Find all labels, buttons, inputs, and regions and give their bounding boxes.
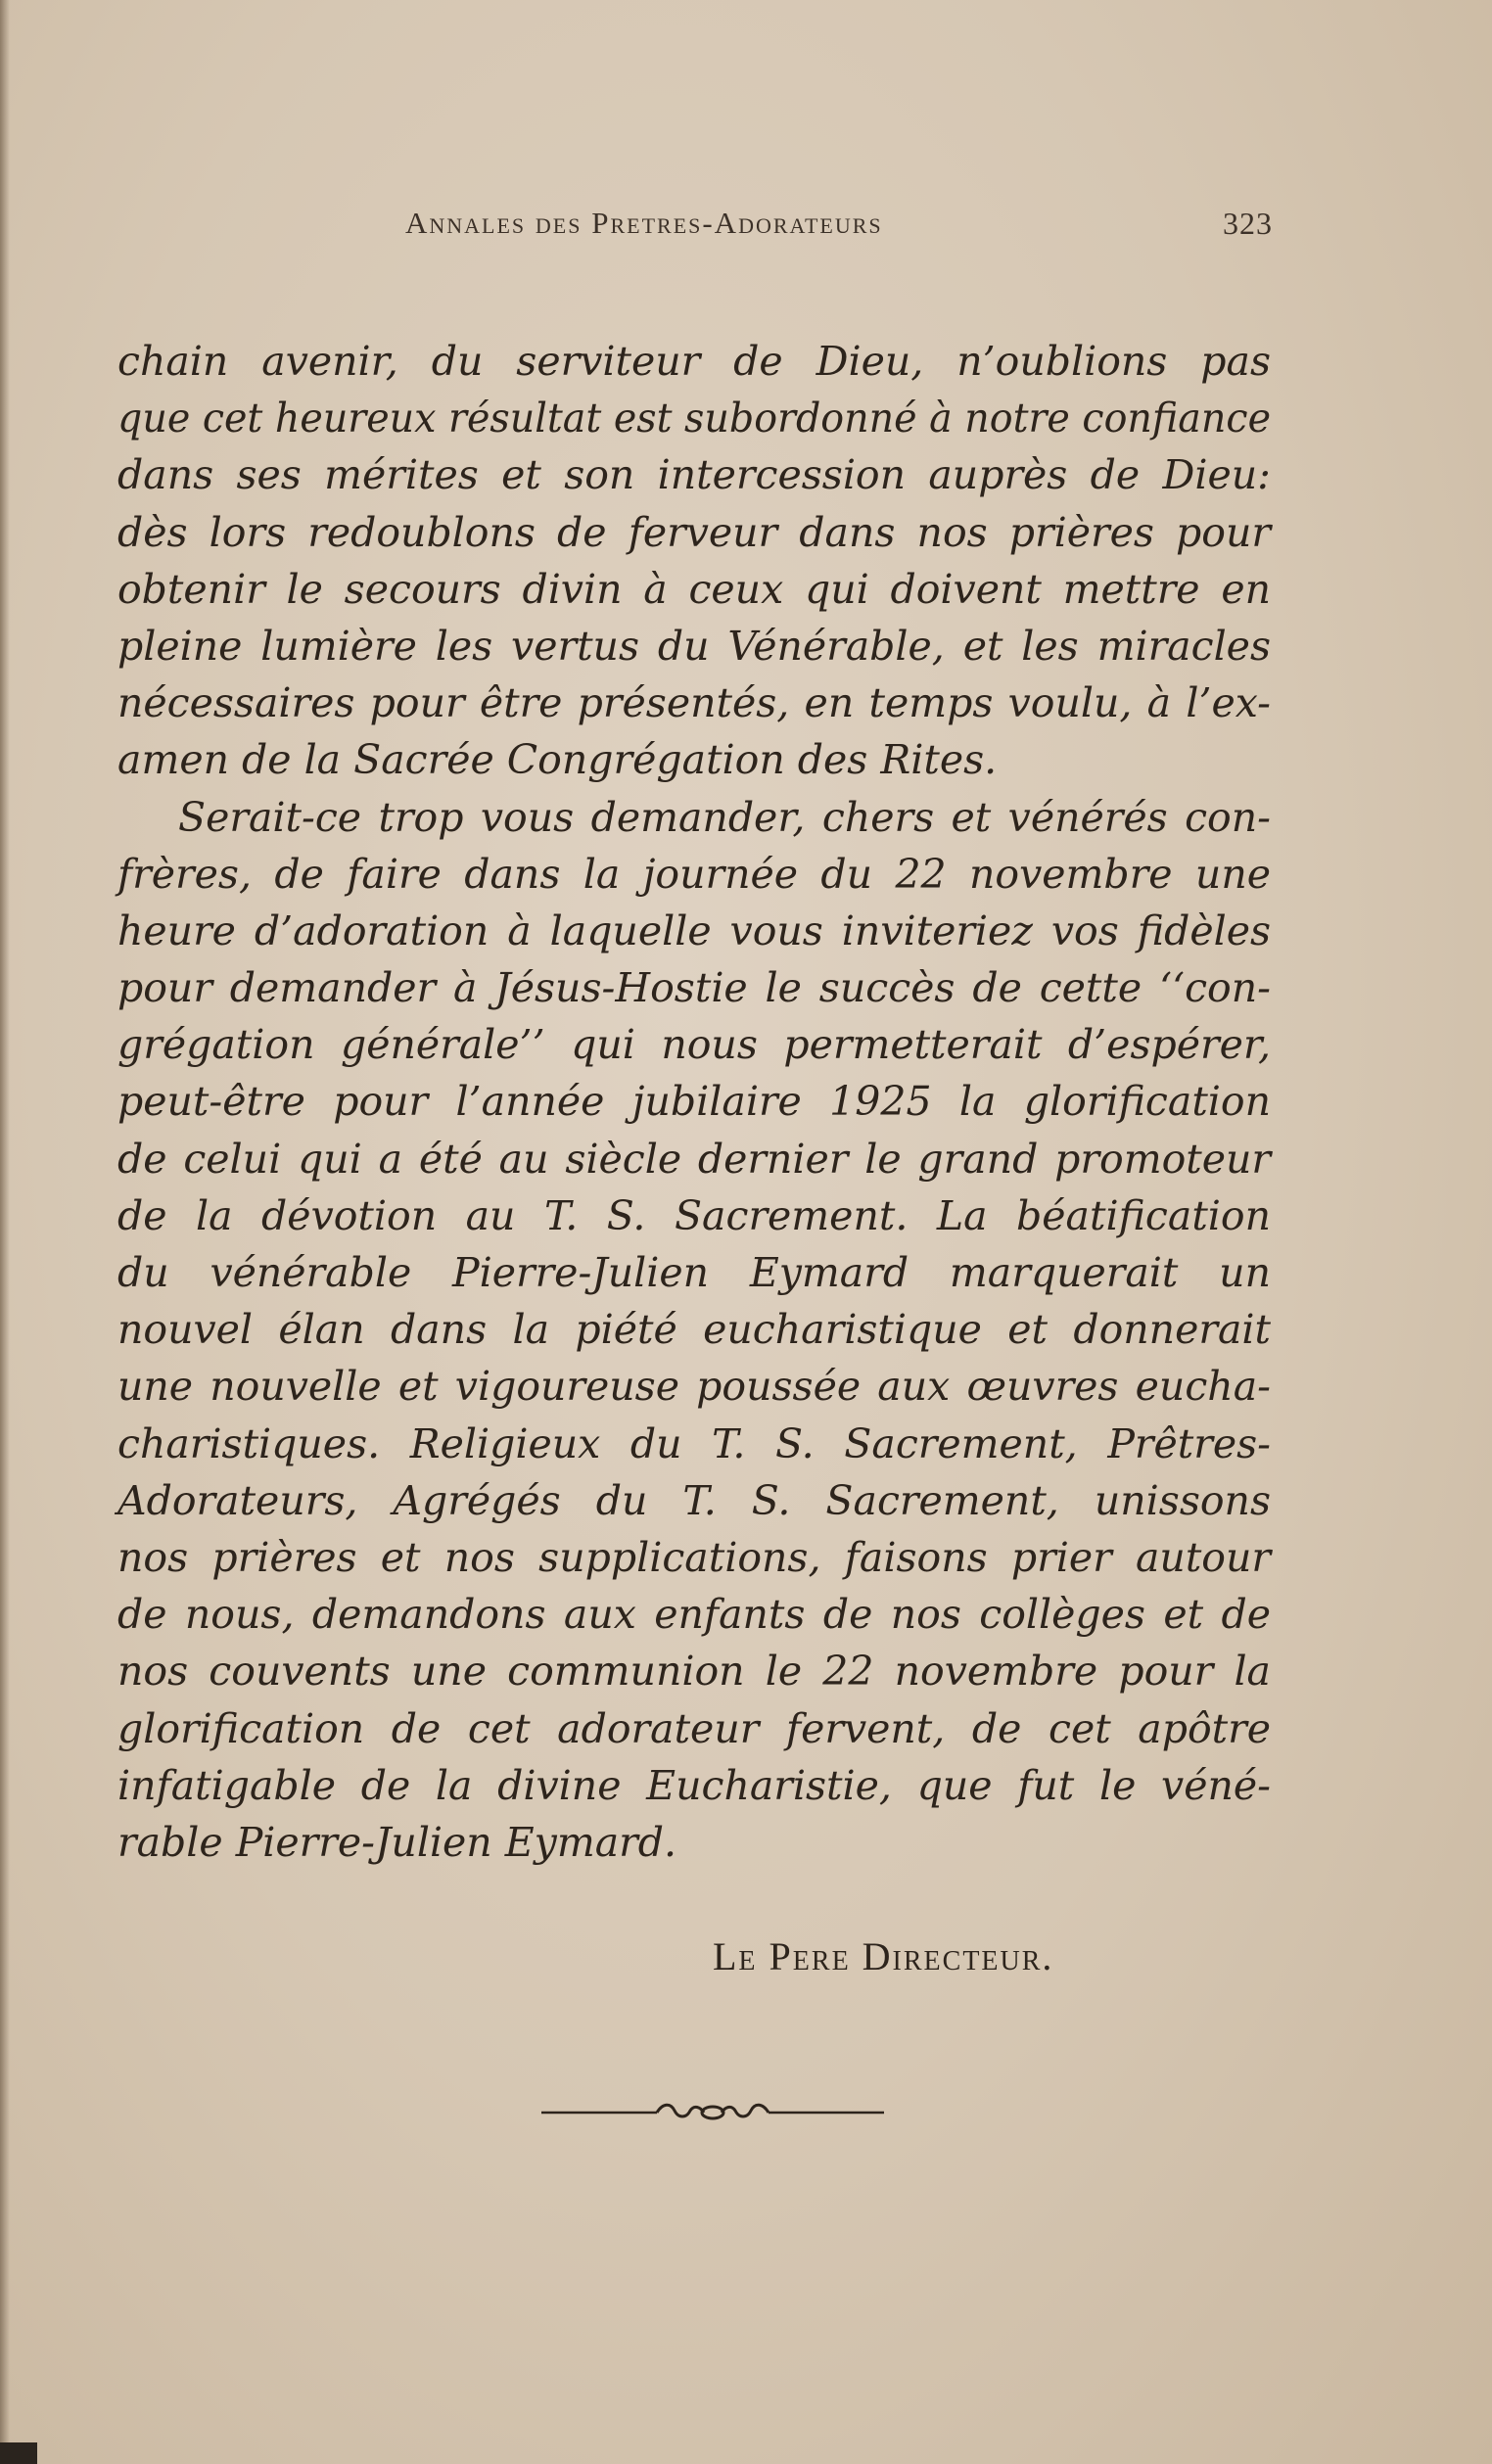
text-line: nos couvents une communion le 22 novembre pour la (117, 1648, 1271, 1696)
text-line: grégation générale’’ qui nous permetterait d’espérer, (117, 1021, 1271, 1069)
text-line: charistiques. Religieux du T. S. Sacrement, Prêtres- (117, 1419, 1271, 1467)
text-line: nouvel élan dans la piété eucharistique et donnerait (117, 1306, 1271, 1354)
text-line: pour demander à Jésus-Hostie le succès de cette ‘‘con- (117, 964, 1271, 1012)
text-line: que cet heureux résultat est subordonné à notre confiance (117, 395, 1271, 442)
text-line: chain avenir, du serviteur de Dieu, n’oublions pas (117, 338, 1271, 385)
text-line: de la dévotion au T. S. Sacrement. La béatification (117, 1191, 1271, 1239)
text-line: du vénérable Pierre-Julien Eymard marquerait un (117, 1249, 1271, 1296)
text-line: amen de la Sacrée Congrégation des Rites. (117, 736, 998, 784)
body-text (117, 333, 1271, 1871)
text-line: dans ses mérites et son intercession auprès de Dieu: (117, 451, 1271, 499)
text-line: frères, de faire dans la journée du 22 novembre une (117, 850, 1271, 898)
signature: Le Pere Directeur. (713, 1934, 1054, 1978)
text-line: glorification de cet adorateur fervent, de cet apôtre (117, 1704, 1271, 1752)
text-line: heure d’adoration à laquelle vous inviteriez vos fidèles (117, 907, 1271, 954)
text-line: Adorateurs, Agrégés du T. S. Sacrement, unissons (117, 1476, 1271, 1524)
text-line: rable Pierre-Julien Eymard. (117, 1818, 677, 1866)
text-line: peut-être pour l’année jubilaire 1925 la glorification (117, 1078, 1271, 1126)
text-line: Serait-ce trop vous demander, chers et vénérés con- (178, 793, 1271, 841)
text-line: une nouvelle et vigoureuse poussée aux œuvres eucha- (117, 1363, 1271, 1411)
text-line: de nous, demandons aux enfants de nos collèges et de (117, 1591, 1271, 1639)
page-number: 323 (1223, 206, 1273, 241)
text-line: infatigable de la divine Eucharistie, que fut le véné- (117, 1761, 1271, 1809)
text-line: de celui qui a été au siècle dernier le grand promoteur (117, 1135, 1271, 1183)
scan-corner (0, 2442, 37, 2464)
text-line: dès lors redoublons de ferveur dans nos prières pour (117, 508, 1271, 556)
text-line: pleine lumière les vertus du Vénérable, et les miracles (117, 622, 1271, 670)
ornament-divider (541, 2093, 884, 2132)
page-gutter-shadow (0, 0, 10, 2464)
text-line: nos prières et nos supplications, faisons prier autour (117, 1533, 1271, 1581)
running-header (117, 206, 1273, 255)
text-line: nécessaires pour être présentés, en temps voulu, à l’ex- (117, 679, 1271, 727)
running-title: Annales des Pretres-Adorateurs (405, 206, 883, 240)
text-line: obtenir le secours divin à ceux qui doivent mettre en (117, 565, 1271, 613)
